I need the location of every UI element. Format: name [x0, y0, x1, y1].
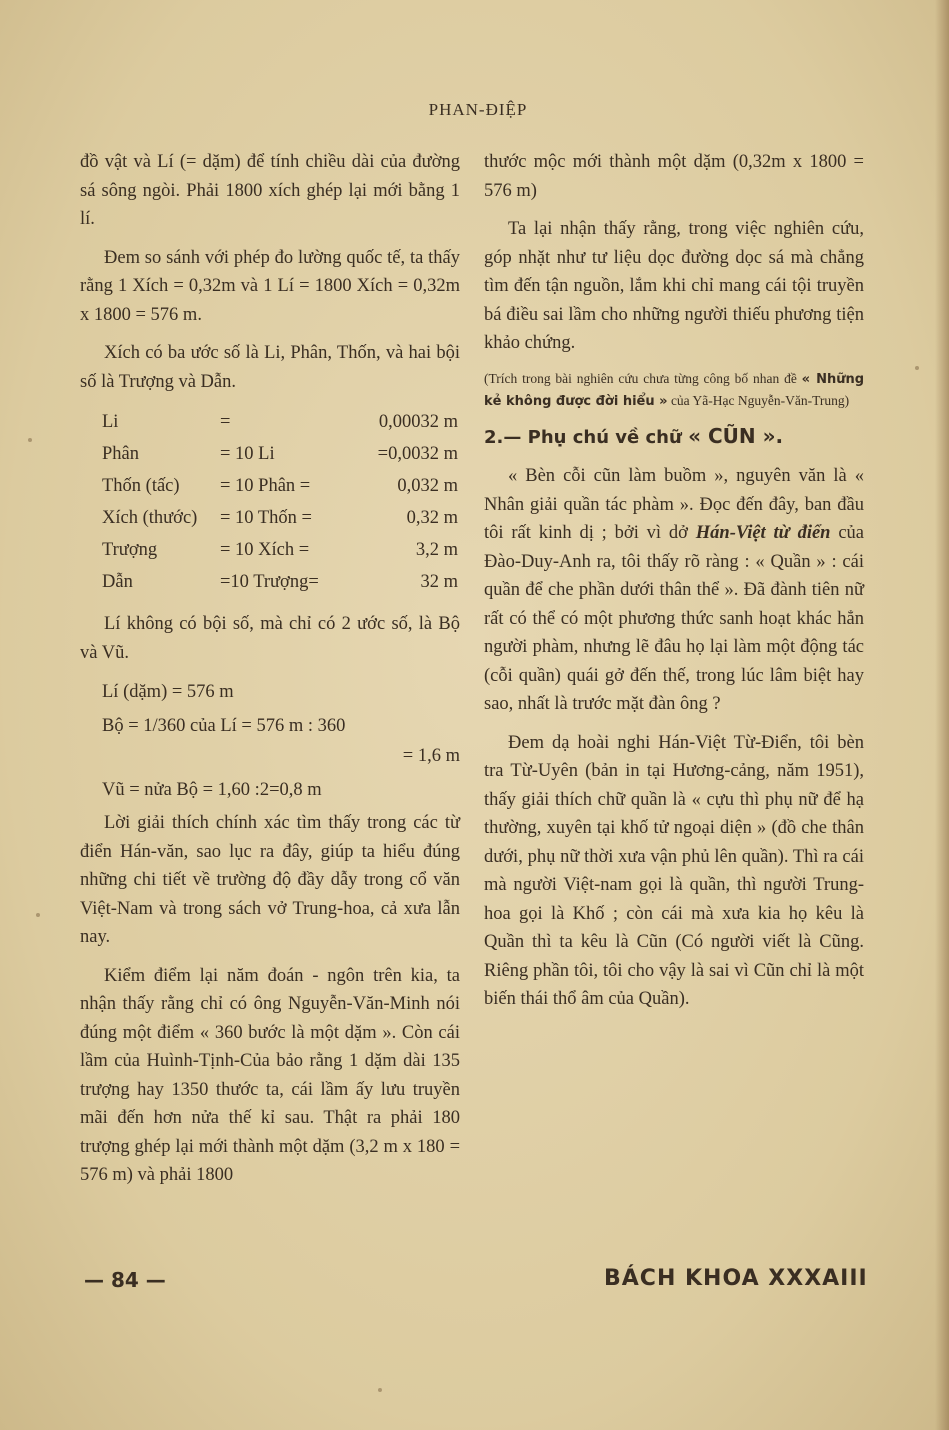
- paragraph: Xích có ba ước số là Li, Phân, Thốn, và hai bội số là Trượng và Dẫn.: [80, 343, 460, 392]
- running-head: PHAN-ĐIỆP: [428, 100, 528, 119]
- unit-cell: Li: [102, 411, 119, 432]
- unit-cell: Trượng: [102, 539, 158, 560]
- table-row: [102, 502, 458, 534]
- paper-speck: [36, 913, 40, 917]
- table-row: [102, 438, 458, 470]
- value-cell: 0,032 m: [397, 475, 458, 496]
- table-row: [102, 470, 458, 502]
- equation-cell: =10 Trượng=: [220, 571, 319, 592]
- journal-name: BÁCH KHOA XXXAIII: [604, 1266, 868, 1291]
- formula-bo-line1: Bộ = 1/360 của Lí = 576 m : 360: [102, 716, 346, 736]
- unit-cell: Phân: [102, 443, 139, 464]
- formula-bo-line2: = 1,6 m: [402, 746, 460, 766]
- measure-table: [102, 406, 458, 598]
- right-column: [484, 148, 864, 1024]
- table-row: [102, 534, 458, 566]
- value-cell: 32 m: [420, 571, 458, 592]
- paragraph: đồ vật và Lí (= dặm) để tính chiều dài của đường sá sông ngòi. Phải 1800 xích ghép lại mới bằng 1 lí.: [80, 152, 460, 229]
- paragraph: Đem dạ hoài nghi Hán-Việt Từ-Điển, tôi bèn tra Từ-Uyên (bản in tại Hương-cảng, năm 1951), thấy giải thích chữ quần là « cựu thì phụ nữ để hạ thường, xuyên tại khố tử ngoại diện » (đồ che thân dưới, phụ nữ thời xưa vận phủ lên quần). Thì ra cái mà người Việt-nam gọi là quần, thì người Trung-hoa gọi là Khố ; còn cái mà xưa kia họ kêu là Quần thì ta kêu là Cũn (Có người viết là Cũng. Riêng phần tôi, tôi cho vậy là sai vì Cũn chỉ là một biến thái thổ âm của Quần).: [484, 732, 864, 1009]
- citation-title: « Những kẻ không được đời hiểu »: [484, 371, 865, 409]
- paragraph: Kiểm điểm lại năm đoán - ngôn trên kia, ta nhận thấy rằng chỉ có ông Nguyễn-Văn-Minh nói đúng một điểm « 360 bước là một dặm ». Còn cái lầm của Huình-Tịnh-Của bảo rằng 1 dặm dài 135 trượng hay 1350 thước ta, cái lầm ấy lưu truyền mãi đến hơn nửa thế kỉ sau. Thật ra phải 180 trượng ghép lại mới thành một dặm (3,2 m x 180 = 576 m) và phải 1800: [80, 965, 460, 1185]
- unit-cell: Xích (thước): [102, 507, 198, 528]
- unit-cell: Dẫn: [102, 571, 133, 592]
- section-heading: [484, 422, 864, 453]
- paragraph: Lời giải thích chính xác tìm thấy trong các từ điển Hán-văn, sao lục ra đây, giúp ta hiểu đúng những chi tiết về trường độ đầy dẫy trong cổ văn Việt-Nam và trong sách vở Trung-hoa, cả xưa lẫn nay.: [80, 813, 460, 947]
- paragraph: Đem so sánh với phép đo lường quốc tế, ta thấy rằng 1 Xích = 0,32m và 1 Lí = 1800 Xích = 0,32m x 1800 = 576 m.: [80, 247, 460, 325]
- formula-bo: [102, 711, 460, 771]
- citation-text: (Trích trong bài nghiên cứu chưa từng công bố nhan đề: [484, 370, 802, 386]
- citation-text: của Yã-Hạc Nguyễn-Văn-Trung): [667, 392, 850, 408]
- value-cell: 0,32 m: [406, 507, 458, 528]
- unit-cell: Thốn (tấc): [102, 475, 180, 496]
- paper-speck: [28, 438, 32, 442]
- value-cell: =0,0032 m: [377, 443, 458, 464]
- citation: [484, 368, 864, 412]
- section-number: 2.— Phụ chú về chữ: [484, 426, 689, 448]
- equation-cell: = 10 Thốn =: [220, 507, 312, 528]
- paper-speck: [915, 366, 919, 370]
- table-row: [102, 566, 458, 598]
- value-cell: 3,2 m: [415, 539, 458, 560]
- equation-cell: = 10 Xích =: [220, 539, 310, 560]
- paragraph-text: của Đào-Duy-Anh ra, tôi thấy rõ ràng : « Quần » : cái quần để che phần dưới thân thể ». Đã đành tiên nữ rất có thể có một phương thức sanh hoạt khác hẳn người phàm, nhưng lẽ đâu họ lại làm một động tác (cỗi quần) quái gở đến thế, trong lúc lâm biệt hay sao, nhất là trước mặt đàn ông ?: [484, 523, 864, 714]
- paragraph: [484, 462, 864, 719]
- value-cell: 0,00032 m: [378, 411, 458, 432]
- page-edge: [935, 0, 949, 1430]
- paragraph: Ta lại nhận thấy rằng, trong việc nghiên cứu, góp nhặt như tư liệu dọc đường dọc sá mà chẳng tìm đến tận nguồn, lắm khi chỉ mang cái tội truyền bá điều sai lầm cho những người thiếu phương tiện khảo chứng.: [484, 219, 864, 353]
- formula-li: Lí (dặm) = 576 m: [102, 682, 234, 702]
- book-title: Hán-Việt từ điển: [695, 523, 831, 543]
- equation-cell: = 10 Phân =: [220, 475, 311, 496]
- equation-cell: = 10 Li: [220, 443, 275, 464]
- left-column: [80, 148, 460, 1200]
- page-number: — 84 —: [84, 1268, 166, 1292]
- formula-vu: Vũ = nửa Bộ = 1,60 :2=0,8 m: [102, 780, 322, 800]
- paper-speck: [378, 1388, 382, 1392]
- paragraph: thước mộc mới thành một dặm (0,32m x 1800 = 576 m): [484, 152, 864, 201]
- equation-cell: =: [220, 411, 231, 432]
- paragraph-text: « Bèn cỗi cũn làm buồm », nguyên văn là « Nhân giải quần tác phàm ». Đọc đến đây, ban đầu tôi rất kinh dị ; bởi vì dở: [484, 466, 864, 543]
- section-word: « CŨN ».: [688, 423, 784, 448]
- paragraph: Lí không có bội số, mà chỉ có 2 ước số, là Bộ và Vũ.: [80, 614, 460, 663]
- table-row: [102, 406, 458, 438]
